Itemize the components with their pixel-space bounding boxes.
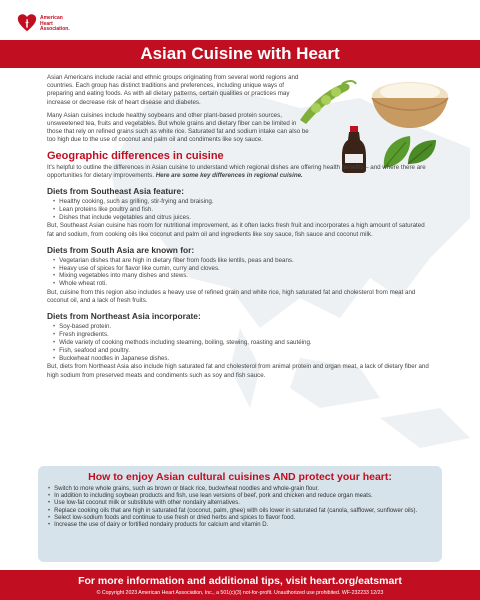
geo-heading: Geographic differences in cuisine xyxy=(47,149,224,162)
southeast-note: But, Southeast Asian cuisine has room for nutritional improvement, as it often lacks fresh fruit and incorporates a high amount of saturated fat and sodium, from cooking oils like coconut and palm oil and ingredients like soy sauce, fish sauce and coconut milk. xyxy=(47,222,425,238)
tips-heading: How to enjoy Asian cultural cuisines AND protect your heart: xyxy=(88,471,392,483)
south-note: But, cuisine from this region also includes a heavy use of refined grain and white rice, high saturated fat and cholesterol from meat and coconut oil, and a lack of fresh fruits. xyxy=(47,289,416,305)
southeast-list xyxy=(53,198,433,221)
list-item: • Whole wheat roti. xyxy=(53,280,433,288)
list-item: • Increase the use of dairy or fortified nondairy products for calcium and vitamin D. xyxy=(48,522,432,529)
heart-torch-icon xyxy=(16,12,38,34)
intro-paragraph-2: Many Asian cuisines include healthy soybeans and other plant-based protein sources, unsweetened tea, fruits and vegetables. But whole grains and dietary fiber can be limited in those that rely on refined grains such as white rice. Saturated fat and sodium intake can also be too high due to the use of coconut and palm oil and condiments like soy sauce. xyxy=(47,111,309,144)
list-item: • Select low-sodium foods and continue to use fresh or dried herbs and spices to flavor food. xyxy=(48,515,432,522)
main-content xyxy=(47,74,433,380)
list-item: • Fresh ingredients. xyxy=(53,331,433,339)
geo-emphasis: Here are some key differences in regional cuisine. xyxy=(155,171,303,179)
tips-list xyxy=(48,486,432,529)
list-item: • Use low-fat coconut milk or substitute with other nondairy alternatives. xyxy=(48,500,432,507)
list-item: • In addition to including soybean products and fish, use lean versions of beef, pork and chicken and reduce organ meats. xyxy=(48,493,432,500)
list-item: • Dishes that include vegetables and citrus juices. xyxy=(53,214,433,222)
list-item: • Switch to more whole grains, such as brown or black rice, buckwheat noodles and whole-grain flour. xyxy=(48,486,432,493)
aha-logo[interactable] xyxy=(16,12,70,34)
list-item: • Lean proteins like poultry and fish. xyxy=(53,206,433,214)
list-item: • Fish, seafood and poultry. xyxy=(53,347,433,355)
footer-copyright: © Copyright 2023 American Heart Association, Inc., a 501(c)(3) not-for-profit. Unauthorized use prohibited. WF-232233 12/23 xyxy=(96,590,384,596)
list-item: • Soy-based protein. xyxy=(53,323,433,331)
list-item: • Replace cooking oils that are high in saturated fat (coconut, palm, ghee) with oils lower in saturated fat (canola, safflower, sunflower oils). xyxy=(48,508,432,515)
list-item: • Mixing vegetables into many dishes and stews. xyxy=(53,272,433,280)
title-band xyxy=(0,40,480,68)
northeast-heading: Diets from Northeast Asia incorporate: xyxy=(47,311,201,322)
intro-paragraph-1: Asian Americans include racial and ethnic groups originating from several world regions and countries. Each group has distinct traditions and preferences, including unique ways of preparing and eating foods. As with all dietary patterns, certain qualities or practices may increase or decrease risk of heart disease and diabetes. xyxy=(47,74,299,106)
list-item: • Buckwheat noodles in Japanese dishes. xyxy=(53,355,433,363)
northeast-list xyxy=(53,323,433,362)
south-heading: Diets from South Asia are known for: xyxy=(47,244,195,255)
northeast-note: But, diets from Northeast Asia also include high saturated fat and cholesterol from animal protein and organ meat, a lack of dietary fiber and high sodium from preserved meats and condiments such as soy and fish sauce. xyxy=(47,363,429,379)
header xyxy=(0,0,480,40)
logo-wordmark: American Heart Association. xyxy=(40,15,70,32)
list-item: • Vegetarian dishes that are high in dietary fiber from foods like lentils, peas and beans. xyxy=(53,257,433,265)
geo-text: It's helpful to outline the differences in Asian cuisine to understand which regional dishes are offering health benefits – and where there are opportunities for dietary improvements. Here are some key differences in regional cuisine. xyxy=(47,163,426,179)
south-list xyxy=(53,257,433,288)
page-title: Asian Cuisine with Heart xyxy=(140,44,340,63)
southeast-heading: Diets from Southeast Asia feature: xyxy=(47,186,184,197)
list-item: • Heavy use of spices for flavor like cumin, curry and cloves. xyxy=(53,265,433,273)
tips-box xyxy=(38,466,442,562)
footer xyxy=(0,570,480,600)
list-item: • Wide variety of cooking methods including steaming, boiling, stewing, roasting and sautéing. xyxy=(53,339,433,347)
footer-cta[interactable]: For more information and additional tips, visit heart.org/eatsmart xyxy=(78,575,402,587)
list-item: • Healthy cooking, such as grilling, stir-frying and braising. xyxy=(53,198,433,206)
